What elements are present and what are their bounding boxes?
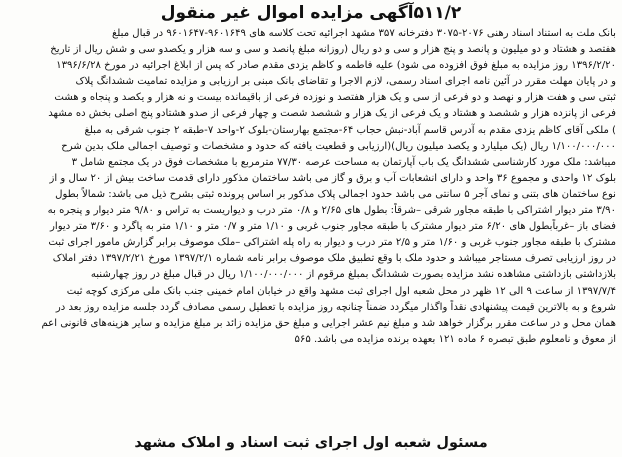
notice-body	[6, 26, 616, 348]
notice-line: ۳/۹۰ متر دیوار اشتراکی با طبقه مجاور شرقی –شرقاً: بطول های ۲/۶۵ و ۰/۸ متر درب و دیواریست به تراس و ۹/۸۰ متر دیوار و پنجره به	[47, 205, 616, 217]
notice-line: در روز ارزیابی تصرف مستاجر میباشد و حدود ملک با وقع تطبیق ملک موصوف برابر نامه شماره ۱۳۹۷/۲/۱ مورخ ۱۳۹۷/۲/۲۱ دفتر املاک	[52, 253, 616, 265]
notice-line: ۱۳۹۷/۷/۴ از ساعت ۹ الی ۱۲ ظهر در محل شعبه اول اجرای ثبت مشهد واقع در خیابان امام خمینی جنب بانک ملی مرکزی کوچه ثبت	[66, 285, 616, 297]
notice-line: نوع ساختمان های بتنی و نمای آجر ۵ سانتی می باشد حدود اجمالی پلاک مذکور بر اساس پرونده ثبتی بشرح ذیل می باشد: شمالاً بطول	[55, 188, 616, 200]
notice-line: شروع و به بالاترین قیمت پیشنهادی نقداً واگذار میگردد ضمناً چنانچه روز مزایده با تعطیل رسمی مصادف گردد جلسه مزایده روز بعد در	[55, 301, 616, 313]
notice-line: همان محل و در ساعت مقرر برگزار خواهد شد و مبلغ نیم عشر اجرایی و مبلغ حق مزایده زائد بر مبلغ مزایده و سایر هزینه‌های قانونی اعم	[41, 317, 616, 329]
notice-line: از معوق و نامعلوم طبق تبصره ۶ ماده ۱۲۱ بعهده برنده مزایده می باشد. ۵۶۵	[294, 333, 616, 345]
notice-line: ) ملکی آقای کاظم یزدی مقدم به آدرس قاسم آباد-نبش حجاب ۶۴-مجتمع بهارستان-بلوک ۲-واحد ۷-طبقه ۲ جنوب شرقی به مبلغ	[84, 124, 616, 136]
notice-line: و در پایان مهلت مقرر در آئین نامه اجرای اسناد رسمی، لازم الاجرا و تقاضای بانک مبنی بر ارزیابی و مزایده تمامیت ششدانگ پلاک	[75, 76, 616, 88]
notice-line: هفتصد و هشتاد و دو میلیون و پانصد و پنج هزار و سی و دو ریال (روزانه مبلغ پانصد و سی و سه هزار و یکصدو سی و شش ریال از تاریخ	[50, 44, 616, 56]
notice-line: میباشد: ملک مورد کارشناسی ششدانگ یک باب آپارتمان به مساحت عرصه ۷۷/۳۰ مترمربع با مشخصات فوق در یک مجتمع شامل ۳	[71, 156, 616, 168]
notice-line: مشترک با طبقه مجاور جنوب غربی و ۱/۶۰ متر و ۲/۵ متر درب و دیوار به راه پله اشتراکی –ملک موصوف برابر گزارش مامور اجرای ثبت	[48, 237, 616, 249]
notice-line: بلوک ۱۲ واحدی و مجموع ۳۶ واحد و دارای انشعابات آب و برق و گاز می باشد ساختمان مذکور دارای قدمت ساخت بیش از ۲۰ سال و از	[49, 172, 616, 184]
notice-line: فرعی از پانزده هزار و ششصد و هشتاد و یک فرعی از یک هزار و ششصد شصت و چهار فرعی از صدو هشتادو پنج اصلی بخش ده مشهد	[48, 108, 616, 120]
notice-line: فضای باز –غرباًبطول های ۶/۲۰ متر دیوار مشترک با طبقه مجاور جنوب غربی و ۱/۱۰ متر و ۰/۷ متر و ۱/۱۰ متر به پاگرد و ۳/۶۰ متر دیوار	[50, 221, 616, 233]
notice-title: ۵۱۱/۲آگهی مزایده اموال غیر منقول	[160, 3, 462, 23]
notice-line: ۱/۱۰۰/۰۰۰/۰۰۰ ریال (یک میلیارد و یکصد میلیون ریال)(ارزیابی و قطعیت یافته که حدود و مشخصات و توصیف اجمالی ملک بدین شرح	[61, 140, 616, 152]
notice-line: ۱۳۹۶/۲/۲۰ روز مزایده به مبلغ فوق افزوده می شود) علیه فاطمه و کاظم یزدی مقدم صادر که پس از ابلاغ اجرائیه در مورخ ۱۳۹۶/۶/۲۸	[56, 60, 616, 72]
notice-line: بلازداشتی بازداشتی مشاهده نشد مزایده بصورت ششدانگ بمبلغ مرقوم از ۱/۱۰۰/۰۰۰/۰۰۰ ریال در قبال مبلغ در روز چهارشنبه	[90, 269, 616, 281]
notice-line: ثبتی سی و هفت هزار و نهصد و دو فرعی از سی و یک هزار هفتصد و نوزده فرعی از باقیمانده بیست و نه هزار و یکصد و پنجاه و هشت	[54, 92, 616, 104]
notice-line: بانک ملت به استناد اسناد رهنی ۲۰۷۶-۳۰۷۵ دفترخانه ۳۵۷ مشهد اجرائیه تحت کلاسه های ۹۶۰۱۶۴۹-۹۶۰۱۶۴۷ در قبال مبلغ	[111, 28, 616, 39]
notice-signature: مسئول شعبه اول اجرای ثبت اسناد و املاک مشهد	[134, 435, 488, 451]
